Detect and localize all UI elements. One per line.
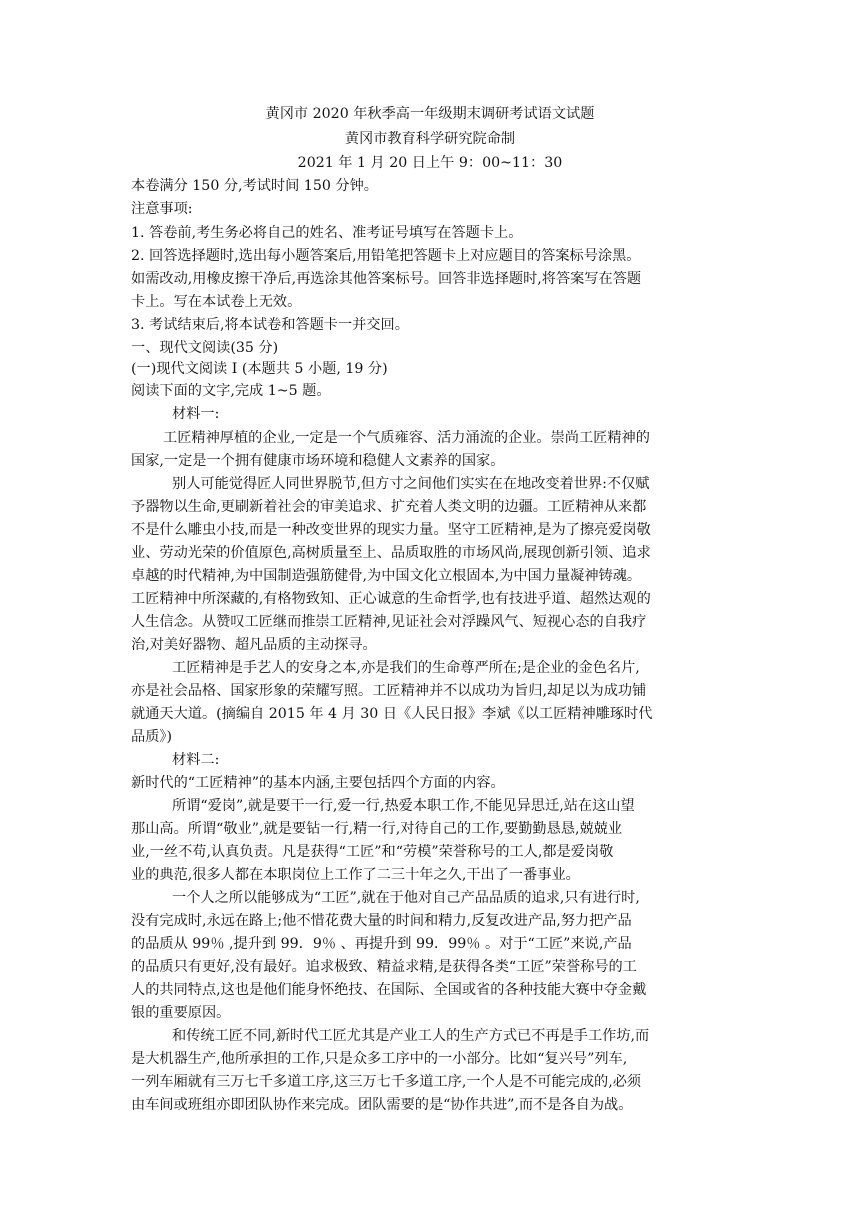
- paragraph-line: 别人可能觉得匠人同世界脱节,但方寸之间他们实实在在地改变着世界:不仅赋: [172, 476, 650, 492]
- paragraph-line: 不是什么雕虫小技,而是一种改变世界的现实力量。坚守工匠精神,是为了擦亮爱岗敬: [131, 522, 651, 538]
- note-line: 3. 考试结束后,将本试卷和答题卡一并交回。: [131, 317, 409, 333]
- paragraph-line: 品质》): [131, 729, 172, 745]
- note-line: 2. 回答选择题时,选出每小题答案后,用铅笔把答题卡上对应题目的答案标号涂黑。: [131, 248, 641, 264]
- paragraph-line: 的品质从 99％ ,提升到 99．9％ 、再提升到 99．99％ 。对于“工匠”来说,产品: [131, 936, 632, 952]
- paragraph-line: 新时代的“工匠精神”的基本内涵,主要包括四个方面的内容。: [131, 775, 505, 791]
- paragraph-line: 亦是社会品格、国家形象的荣耀写照。工匠精神并不以成功为旨归,却足以为成功铺: [131, 683, 647, 699]
- paragraph-line: 的品质只有更好,没有最好。追求极致、精益求精,是获得各类“工匠”荣誉称号的工: [131, 959, 637, 975]
- exam-issuer: 黄冈市教育科学研究院命制: [344, 131, 516, 147]
- paragraph-line: 由车间或班组亦即团队协作来完成。团队需要的是“协作共进”,而不是各自为战。: [131, 1097, 633, 1113]
- paragraph-line: 予器物以生命,更刷新着社会的审美追求、扩充着人类文明的边疆。工匠精神从来都: [131, 499, 647, 515]
- material1-label: 材料一:: [172, 406, 220, 422]
- paragraph-line: 银的重要原因。: [131, 1005, 231, 1021]
- paragraph-line: 那山高。所谓“敬业”,就是要钻一行,精一行,对待自己的工作,要勤勤恳恳,兢兢业: [131, 821, 623, 837]
- paragraph-line: 人生信念。从赞叹工匠继而推崇工匠精神,见证社会对浮躁风气、短视心态的自我疗: [131, 614, 647, 630]
- paragraph-line: 就通天大道。(摘编自 2015 年 4 月 30 日《人民日报》李斌《以工匠精神雕琢时代: [131, 706, 653, 722]
- note-line: 卡上。写在本试卷上无效。: [131, 294, 302, 310]
- exam-time: 2021 年 1 月 20 日上午 9：00~11：30: [297, 155, 563, 171]
- section-heading: 一、现代文阅读(35 分): [131, 340, 279, 356]
- paragraph-line: 治,对美好器物、超凡品质的主动探寻。: [131, 637, 377, 653]
- paragraph-line: 工匠精神中所深藏的,有格物致知、正心诚意的生命哲学,也有技进乎道、超然达观的: [131, 591, 651, 607]
- note-line: 1. 答卷前,考生务必将自己的姓名、准考证号填写在答题卡上。: [131, 225, 523, 241]
- paragraph-line: 人的共同特点,这也是他们能身怀绝技、在国际、全国或省的各种技能大赛中夺金戴: [131, 982, 647, 998]
- paragraph-line: 工匠精神厚植的企业,一定是一个气质雍容、活力涌流的企业。崇尚工匠精神的: [163, 430, 650, 446]
- paragraph-line: 卓越的时代精神,为中国制造强筋健骨,为中国文化立根固本,为中国力量凝神铸魂。: [131, 568, 642, 584]
- paragraph-line: 和传统工匠不同,新时代工匠尤其是产业工人的生产方式已不再是手工作坊,而: [172, 1028, 650, 1044]
- paragraph-line: 没有完成时,永远在路上;他不惜花费大量的时间和精力,反复改进产品,努力把产品: [131, 913, 632, 929]
- note-line: 如需改动,用橡皮擦干净后,再选涂其他答案标号。回答非选择题时,将答案写在答题: [131, 271, 642, 287]
- sub-section-heading: (一)现代文阅读 Ⅰ (本题共 5 小题, 19 分): [131, 361, 388, 377]
- paragraph-line: 一列车厢就有三万七千多道工序,这三万七千多道工序,一个人是不可能完成的,必须: [131, 1074, 642, 1090]
- paragraph-line: 工匠精神是手艺人的安身之本,亦是我们的生命尊严所在;是企业的金色名片,: [172, 660, 640, 676]
- exam-title: 黄冈市 2020 年秋季高一年级期末调研考试语文试题: [265, 106, 595, 122]
- paragraph-line: 国家,一定是一个拥有健康市场环境和稳健人文素养的国家。: [131, 453, 505, 469]
- paragraph-line: 所谓“爱岗”,就是要干一行,爱一行,热爱本职工作,不能见异思迁,站在这山望: [172, 798, 635, 814]
- material2-label: 材料二:: [172, 752, 220, 768]
- score-line: 本卷满分 150 分,考试时间 150 分钟。: [131, 178, 378, 194]
- paragraph-line: 业,一丝不苟,认真负责。凡是获得“工匠”和“劳模”荣誉称号的工人,都是爱岗敬: [131, 844, 614, 860]
- paragraph-line: 业的典范,很多人都在本职岗位上工作了二三十年之久,干出了一番事业。: [131, 867, 580, 883]
- notes-heading: 注意事项:: [131, 201, 193, 217]
- paragraph-line: 是大机器生产,他所承担的工作,只是众多工序中的一小部分。比如“复兴号”列车,: [131, 1051, 628, 1067]
- paragraph-line: 业、劳动光荣的价值原色,高树质量至上、品质取胜的市场风尚,展现创新引领、追求: [131, 545, 651, 561]
- paragraph-line: 一个人之所以能够成为“工匠”,就在于他对自己产品品质的追求,只有进行时,: [172, 890, 640, 906]
- reading-instruction: 阅读下面的文字,完成 1~5 题。: [131, 383, 331, 399]
